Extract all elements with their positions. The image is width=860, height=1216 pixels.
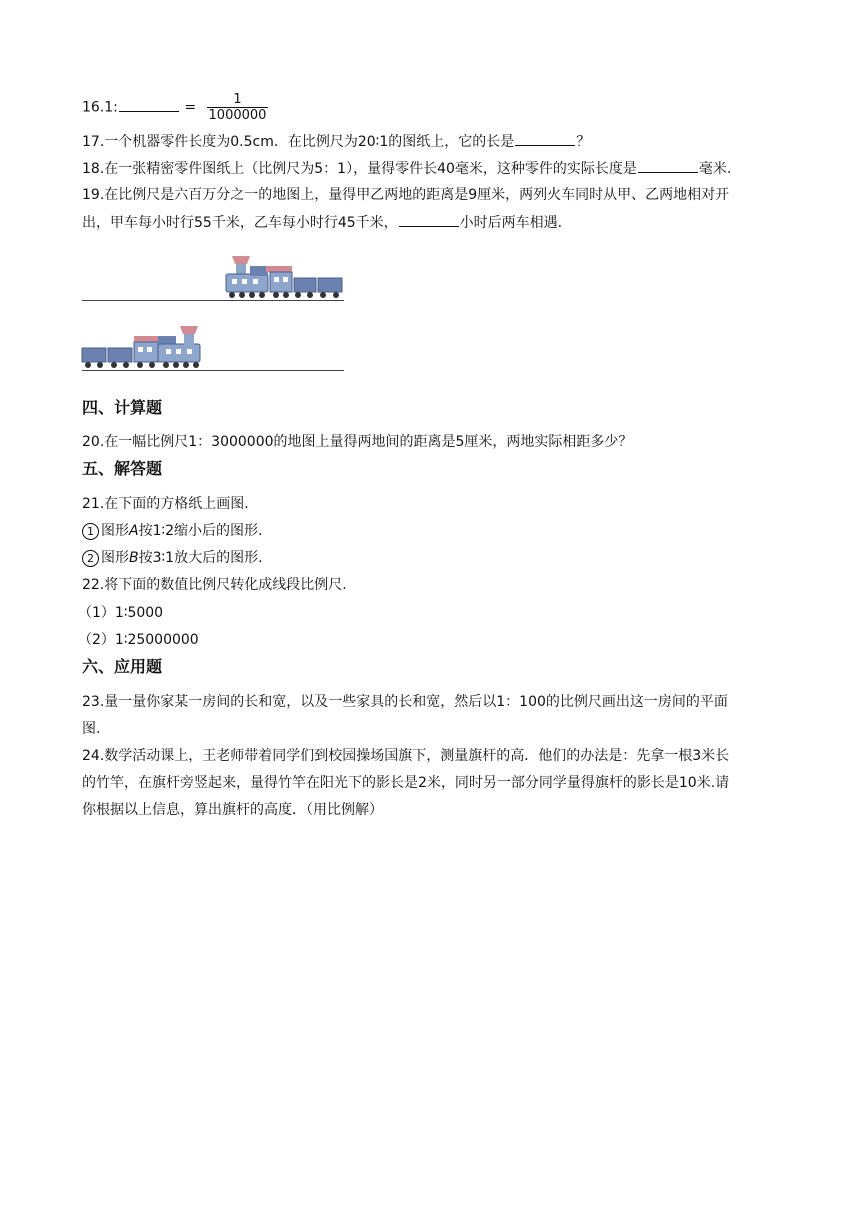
answer-blank[interactable] [119, 97, 179, 112]
question-21-item-2 [82, 548, 263, 568]
question-21-stem: 21.在下面的方格纸上画图. [82, 496, 249, 512]
question-22-item-2: （2）1∶25000000 [78, 632, 199, 648]
question-19-line-2 [82, 212, 562, 233]
fraction-numerator: 1 [233, 92, 242, 107]
answer-blank[interactable] [399, 212, 459, 227]
question-17 [82, 131, 590, 152]
question-16 [82, 92, 268, 123]
question-23-line-2: 图. [82, 721, 101, 737]
train-illustration-2 [80, 322, 210, 370]
q19-text-end: 小时后两车相遇. [459, 215, 563, 231]
question-19-line-1: 19.在比例尺是六百万分之一的地图上，量得甲乙两地的距离是9厘米，两列火车同时从甲、乙两地相对开 [82, 187, 730, 203]
q16-prefix: 16.1: [82, 99, 118, 116]
track-line-1 [82, 300, 344, 301]
fraction [207, 92, 269, 123]
item-text: 按3∶1放大后的图形. [138, 550, 263, 566]
answer-blank[interactable] [515, 131, 575, 146]
question-22-item-1: （1）1∶5000 [78, 605, 164, 621]
section-heading-4: 四、计算题 [82, 398, 163, 417]
section-heading-5: 五、解答题 [82, 459, 163, 478]
q16-equals: = [179, 99, 201, 116]
item-text: 图形 [101, 523, 129, 539]
question-18 [82, 158, 731, 179]
q17-text: 17.一个机器零件长度为0.5cm．在比例尺为20∶1的图纸上，它的长是 [82, 134, 515, 150]
chimney-icon [180, 326, 198, 334]
answer-blank[interactable] [638, 158, 698, 173]
fraction-denominator: 1000000 [208, 108, 267, 123]
track-line-2 [82, 370, 344, 371]
figure-variable: B [129, 550, 139, 566]
q18-text: 18.在一张精密零件图纸上（比例尺为5：1），量得零件长40毫米，这种零件的实际长度是 [82, 161, 637, 177]
train-illustration-1 [220, 252, 345, 300]
question-20: 20.在一幅比例尺1：3000000的地图上量得两地间的距离是5厘米，两地实际相距多少？ [82, 434, 633, 450]
question-24-line-3: 你根据以上信息，算出旗杆的高度．（用比例解） [82, 802, 383, 818]
circled-number-1: 1 [82, 523, 99, 540]
q17-text-end: ？ [576, 134, 591, 150]
item-text: 按1∶2缩小后的图形. [138, 523, 263, 539]
item-text: 图形 [101, 550, 129, 566]
question-24-line-2: 的竹竿，在旗杆旁竖起来，量得竹竿在阳光下的影长是2米，同时另一部分同学量得旗杆的影长是10米.请 [82, 775, 730, 791]
question-22-stem: 22.将下面的数值比例尺转化成线段比例尺. [82, 577, 347, 593]
figure-variable: A [129, 523, 139, 539]
question-23-line-1: 23.量一量你家某一房间的长和宽，以及一些家具的长和宽，然后以1：100的比例尺画出这一房间的平面 [82, 694, 728, 710]
circled-number-2: 2 [82, 550, 99, 567]
q18-text-end: 毫米. [698, 161, 732, 177]
q19-text: 出，甲车每小时行55千米，乙车每小时行45千米， [82, 215, 398, 231]
question-21-item-1 [82, 521, 263, 541]
question-24-line-1: 24.数学活动课上，王老师带着同学们到校园操场国旗下，测量旗杆的高．他们的办法是：先拿一根3米长 [82, 748, 730, 764]
section-heading-6: 六、应用题 [82, 657, 163, 676]
chimney-icon [232, 256, 250, 264]
